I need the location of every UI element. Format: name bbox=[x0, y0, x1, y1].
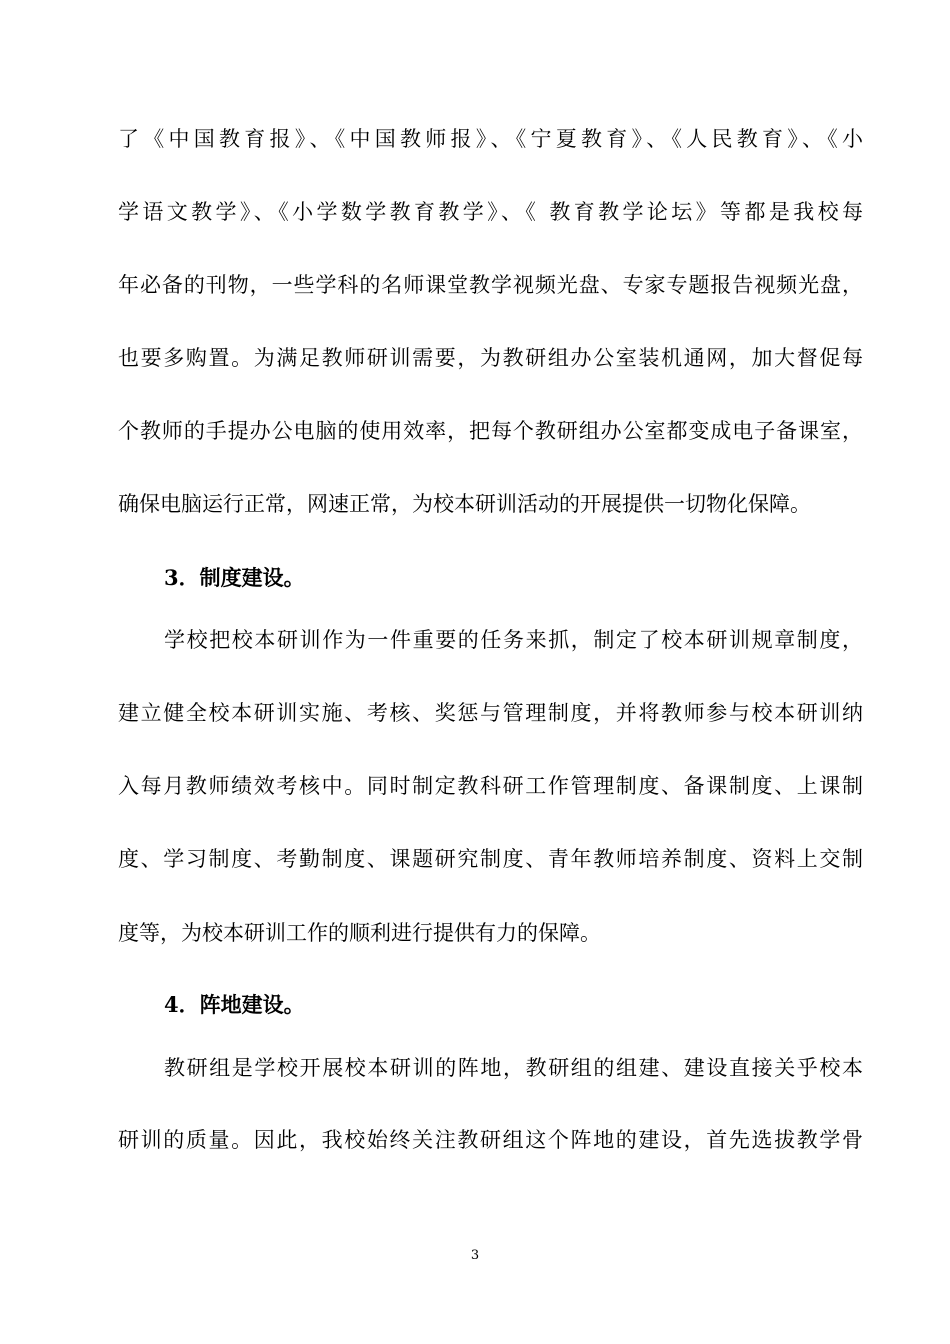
text-line: 教研组是学校开展校本研训的阵地，教研组的组建、建设直接关乎校本 bbox=[164, 1056, 863, 1080]
text-line: 入每月教师绩效考核中。同时制定教科研工作管理制度、备课制度、上课制 bbox=[118, 774, 863, 798]
text-line: 也要多购置。为满足教师研训需要，为教研组办公室装机通网，加大督促每 bbox=[118, 346, 863, 370]
text-line: 研训的质量。因此，我校始终关注教研组这个阵地的建设，首先选拔教学骨 bbox=[118, 1128, 863, 1152]
text-line: 度等，为校本研训工作的顺利进行提供有力的保障。 bbox=[118, 921, 601, 945]
section-heading: 4．阵地建设。 bbox=[164, 992, 305, 1017]
text-line: 了《中国教育报》、《中国教师报》、《宁夏教育》、《人民教育》、《小 bbox=[118, 127, 863, 151]
text-line: 确保电脑运行正常，网速正常，为校本研训活动的开展提供一切物化保障。 bbox=[118, 492, 811, 516]
text-line: 年必备的刊物，一些学科的名师课堂教学视频光盘、专家专题报告视频光盘， bbox=[118, 273, 863, 297]
text-line: 个教师的手提办公电脑的使用效率，把每个教研组办公室都变成电子备课室， bbox=[118, 419, 863, 443]
text-line: 建立健全校本研训实施、考核、奖惩与管理制度，并将教师参与校本研训纳 bbox=[118, 701, 863, 725]
text-line: 学语文教学》、《小学数学教育教学》、《 教育教学论坛》等都是我校每 bbox=[118, 200, 863, 224]
section-heading: 3．制度建设。 bbox=[164, 565, 305, 590]
text-line: 学校把校本研训作为一件重要的任务来抓，制定了校本研训规章制度， bbox=[164, 628, 863, 652]
text-line: 度、学习制度、考勤制度、课题研究制度、青年教师培养制度、资料上交制 bbox=[118, 847, 863, 871]
page-number: 3 bbox=[470, 1248, 480, 1263]
